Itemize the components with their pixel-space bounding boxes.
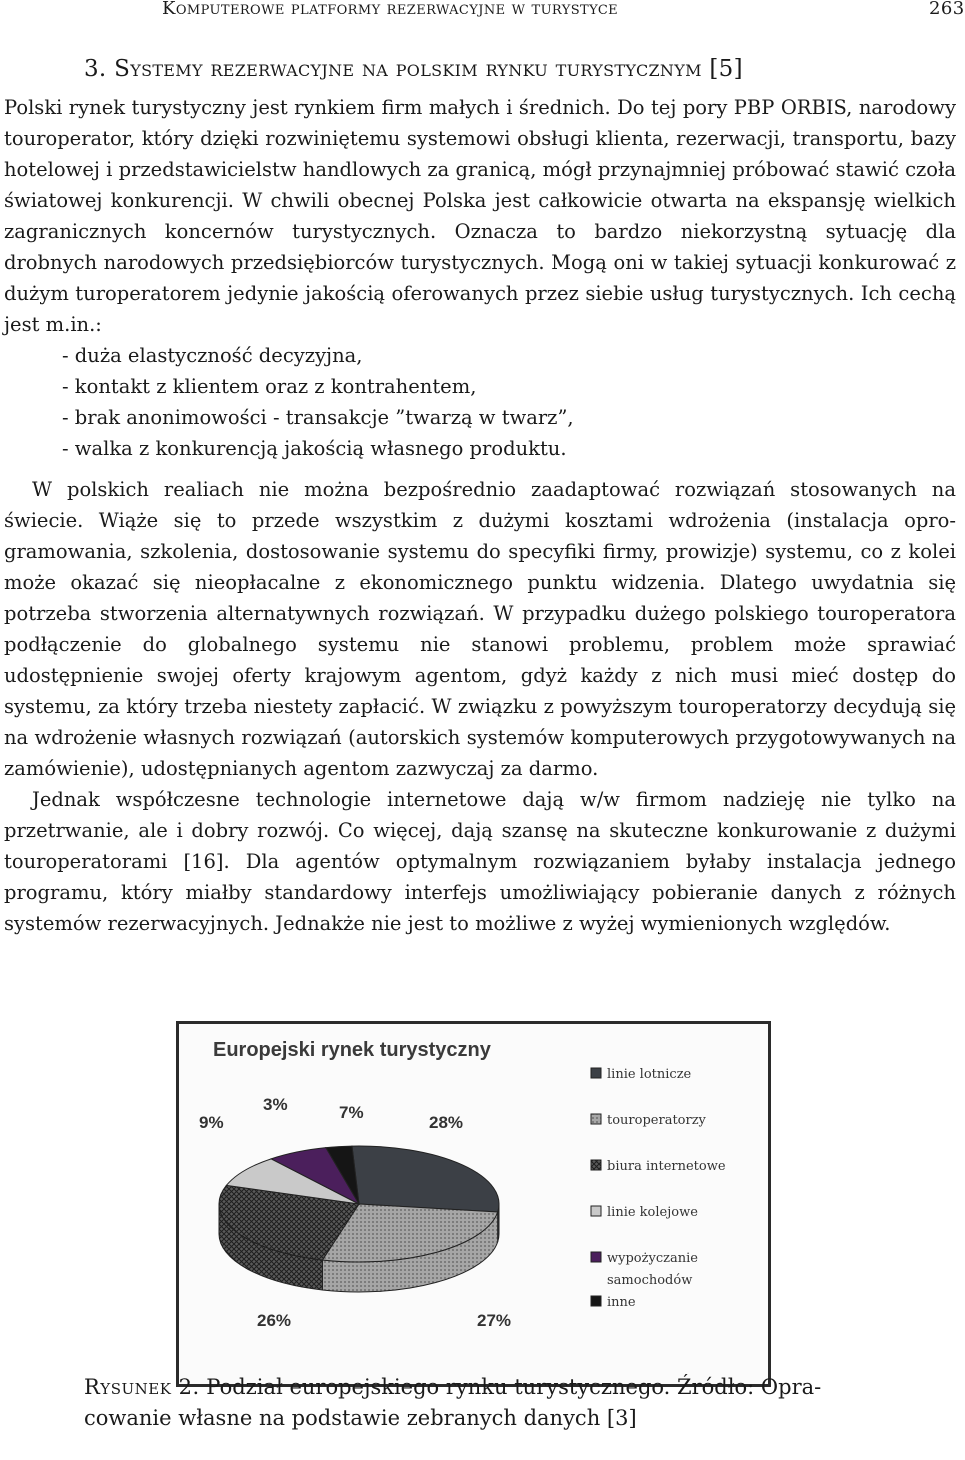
legend-swatch	[591, 1296, 601, 1306]
body-text	[4, 92, 956, 939]
section-heading: 3. Systemy rezerwacyjne na polskim rynku turystycznym [5]	[84, 56, 743, 82]
list-item: - brak anonimowości - transakcje ”twarzą w twarz”,	[62, 406, 574, 429]
pie-percent-label: 27%	[477, 1311, 512, 1330]
pie-percent-label: 26%	[257, 1311, 292, 1330]
legend-label: wypożyczanie	[607, 1251, 698, 1266]
legend-swatch	[591, 1252, 601, 1262]
features-list	[4, 340, 956, 464]
running-head-title: Komputerowe platformy rezerwacyjne w turystyce	[162, 0, 619, 19]
legend-label: linie lotnicze	[607, 1067, 692, 1082]
pie-chart-figure	[176, 1021, 771, 1387]
pie-percent-label: 3%	[263, 1095, 288, 1114]
pie-slice	[352, 1146, 499, 1212]
list-item: - duża elastyczność decyzyjna,	[62, 344, 363, 367]
pie-percent-label: 7%	[339, 1103, 364, 1122]
legend-label: biura internetowe	[607, 1159, 726, 1174]
paragraph-2: W polskich realiach nie można bezpośrednio zaadaptować rozwiązań stosowanych na świecie. Wiąże się to przede wszystkim z dużymi kosztami wdrożenia (instalacja oprogramowania, szkolenia, dostosowanie systemu do specyfiki firmy, prowizje) systemu, co z kolei może okazać się nieopłacalne z ekonomicznego punktu widzenia. Dlatego uwydatnia się potrzeba stworzenia alternatywnych rozwiązań. W przypadku dużego polskiego touroperatora podłączenie do globalnego systemu nie stanowi problemu, problem może sprawiać udostępnienie swojej oferty krajowym agentom, gdyż każdy z nich musi mieć dostęp do systemu, za który trzeba niestety zapłacić. W związku z powyższym touroperatorzy decydują się na wdrożenie własnych rozwiązań (autorskich systemów komputerowych przygotowywanych na zamówienie), udostępnianych agentom zazwyczaj za darmo.	[4, 478, 956, 780]
list-item: - walka z konkurencją jakością własnego produktu.	[62, 437, 567, 460]
legend-swatch	[591, 1160, 601, 1170]
running-head	[0, 0, 965, 22]
paragraph-3: Jednak współczesne technologie internetowe dają w/w firmom nadzieję nie tylko na przetrwanie, ale i dobry rozwój. Co więcej, dają szansę na skuteczne konkurowanie z dużymi touroperatorami [16]. Dla agentów optymalnym rozwiązaniem byłaby instalacja jednego programu, który miałby standardowy interfejs umożliwiający pobieranie danych z różnych systemów rezerwacyjnych. Jednakże nie jest to możliwe z wyżej wymienionych względów.	[4, 788, 956, 935]
legend-swatch	[591, 1068, 601, 1078]
paragraph-1: Polski rynek turystyczny jest rynkiem firm małych i średnich. Do tej pory PBP ORBIS, narodowy touroperator, który dzięki rozwiniętemu systemowi obsługi klienta, rezerwacji, transportu, bazy hotelowej i przedstawicielstw handlowych za granicą, mógł przynajmniej próbować stawić czoła światowej konkurencji. W chwili obecnej Polska jest całkowicie otwarta na ekspansję wielkich zagranicznych koncernów turystycznych. Oznacza to bardzo niekorzystną sytuację dla drobnych narodowych przedsiębiorców turystycznych. Mogą oni w takiej sytuacji konkurować z dużym turoperatorem jedynie jakością oferowanych przez siebie usług turystycznych. Ich cechą jest m.in.:	[4, 96, 956, 336]
pie-chart	[179, 1024, 768, 1384]
chart-title: Europejski rynek turystyczny	[213, 1039, 491, 1061]
legend-label: linie kolejowe	[607, 1205, 698, 1220]
caption-text: Podział europejskiego rynku turystycznego. Źródło: Opracowanie własne na podstawie zebranych danych [3]	[84, 1375, 822, 1430]
legend-label: inne	[607, 1295, 636, 1310]
legend-swatch	[591, 1114, 601, 1124]
page-number: 263	[929, 0, 965, 19]
pie-percent-label: 28%	[429, 1113, 464, 1132]
pie-percent-label: 9%	[199, 1113, 224, 1132]
figure-caption	[84, 1372, 884, 1434]
legend-label: samochodów	[607, 1273, 693, 1288]
legend-label: touroperatorzy	[607, 1113, 706, 1128]
list-item: - kontakt z klientem oraz z kontrahentem,	[62, 375, 477, 398]
caption-label: Rysunek 2.	[84, 1375, 200, 1399]
legend-swatch	[591, 1206, 601, 1216]
